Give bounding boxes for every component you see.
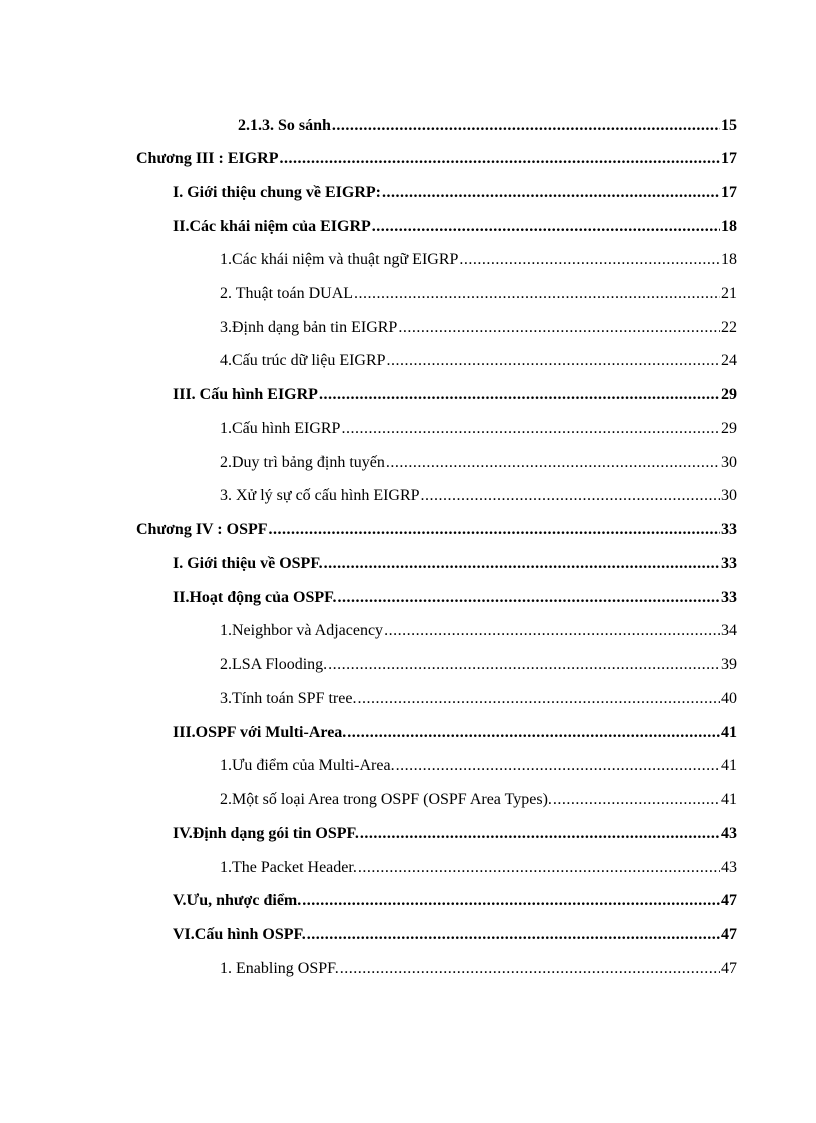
toc-dot-leader	[396, 755, 720, 777]
toc-section[interactable]	[173, 182, 737, 204]
toc-dot-leader	[386, 452, 720, 474]
toc-entry-page: 33	[721, 555, 737, 572]
toc-entry-title: 1.Ưu điểm của Multi-Area.	[220, 757, 395, 774]
toc-dot-leader	[341, 418, 720, 440]
toc-item[interactable]	[220, 789, 737, 811]
toc-dot-leader	[280, 148, 721, 170]
toc-entry-title: I. Giới thiệu về OSPF.	[173, 555, 323, 572]
toc-item[interactable]	[220, 249, 737, 271]
toc-entry-page: 33	[721, 589, 737, 606]
toc-entry-page: 41	[721, 757, 737, 774]
toc-entry-page: 39	[721, 656, 737, 673]
toc-dot-leader	[372, 216, 720, 238]
toc-entry-page: 43	[721, 825, 737, 842]
toc-entry-title: Chương III : EIGRP	[136, 150, 279, 167]
toc-entry-page: 24	[721, 352, 737, 369]
toc-entry-page: 41	[721, 724, 737, 741]
toc-dot-leader	[347, 722, 720, 744]
toc-dot-leader	[358, 857, 720, 879]
toc-entry-page: 47	[721, 892, 737, 909]
toc-dot-leader	[269, 519, 720, 541]
toc-entry[interactable]	[238, 115, 737, 137]
toc-entry-page: 43	[721, 859, 737, 876]
toc-dot-leader	[354, 283, 720, 305]
toc-dot-leader	[332, 115, 720, 137]
toc-entry-page: 33	[721, 521, 737, 538]
toc-entry-page: 22	[721, 319, 737, 336]
toc-dot-leader	[307, 924, 720, 946]
toc-entry-page: 17	[721, 150, 737, 167]
toc-entry-title: II.Hoạt động của OSPF.	[173, 589, 337, 606]
toc-entry-title: 2.Duy trì bảng định tuyến	[220, 454, 385, 471]
toc-dot-leader	[459, 249, 720, 271]
toc-dot-leader	[302, 890, 720, 912]
toc-dot-leader	[398, 317, 720, 339]
toc-chapter[interactable]	[136, 519, 737, 541]
toc-item[interactable]	[220, 418, 737, 440]
toc-section[interactable]	[173, 384, 737, 406]
toc-entry-title: 1.The Packet Header.	[220, 859, 357, 876]
toc-dot-leader	[324, 553, 720, 575]
toc-entry-page: 29	[721, 420, 737, 437]
toc-item[interactable]	[220, 857, 737, 879]
toc-dot-leader	[382, 182, 720, 204]
toc-entry-page: 30	[721, 454, 737, 471]
toc-entry-title: 1.Các khái niệm và thuật ngữ EIGRP	[220, 251, 459, 268]
toc-entry-title: 4.Cấu trúc dữ liệu EIGRP	[220, 352, 386, 369]
toc-entry-title: II.Các khái niệm của EIGRP	[173, 218, 371, 235]
toc-item[interactable]	[220, 688, 737, 710]
toc-entry-page: 17	[721, 184, 737, 201]
toc-entry-page: 21	[721, 285, 737, 302]
toc-dot-leader	[553, 789, 720, 811]
toc-item[interactable]	[220, 485, 737, 507]
toc-dot-leader	[384, 620, 720, 642]
toc-entry-title: VI.Cấu hình OSPF.	[173, 926, 306, 943]
toc-dot-leader	[357, 688, 720, 710]
toc-entry-title: 1.Neighbor và Adjacency	[220, 622, 384, 639]
toc-dot-leader	[340, 958, 720, 980]
toc-entry-title: 1.Cấu hình EIGRP	[220, 420, 341, 437]
toc-item[interactable]	[220, 350, 737, 372]
toc-section[interactable]	[173, 722, 737, 744]
toc-entry-page: 34	[721, 622, 737, 639]
toc-chapter[interactable]	[136, 148, 737, 170]
toc-item[interactable]	[220, 317, 737, 339]
toc-entry-page: 41	[721, 791, 737, 808]
toc-entry-title: 2.LSA Flooding.	[220, 656, 328, 673]
toc-section[interactable]	[173, 587, 737, 609]
toc-item[interactable]	[220, 958, 737, 980]
toc-dot-leader	[337, 587, 720, 609]
toc-entry-page: 29	[721, 386, 737, 403]
toc-entry-title: III.OSPF với Multi-Area.	[173, 724, 347, 741]
toc-dot-leader	[421, 485, 720, 507]
toc-section[interactable]	[173, 823, 737, 845]
toc-section[interactable]	[173, 216, 737, 238]
toc-entry-page: 15	[721, 117, 737, 134]
toc-entry-title: Chương IV : OSPF	[136, 521, 268, 538]
toc-entry-title: III. Cấu hình EIGRP	[173, 386, 318, 403]
toc-entry-title: 2.Một số loại Area trong OSPF (OSPF Area Types).	[220, 791, 552, 808]
toc-item[interactable]	[220, 620, 737, 642]
toc-entry-title: IV.Định dạng gói tin OSPF.	[173, 825, 359, 842]
toc-entry-title: 3.Tính toán SPF tree.	[220, 690, 357, 707]
toc-dot-leader	[328, 654, 720, 676]
toc-entry-page: 18	[721, 251, 737, 268]
toc-entry-page: 47	[721, 926, 737, 943]
toc-entry-page: 47	[721, 960, 737, 977]
toc-entry-page: 18	[721, 218, 737, 235]
toc-entry-title: V.Ưu, nhược điểm.	[173, 892, 302, 909]
toc-dot-leader	[360, 823, 720, 845]
toc-dot-leader	[319, 384, 720, 406]
toc-entry-page: 40	[721, 690, 737, 707]
toc-entry-title: I. Giới thiệu chung về EIGRP:	[173, 184, 381, 201]
toc-entry-title: 2. Thuật toán DUAL	[220, 285, 354, 302]
toc-section[interactable]	[173, 553, 737, 575]
toc-entry-title: 3.Định dạng bản tin EIGRP	[220, 319, 398, 336]
toc-item[interactable]	[220, 452, 737, 474]
toc-entry-title: 2.1.3. So sánh	[238, 117, 331, 134]
toc-dot-leader	[387, 350, 720, 372]
toc-item[interactable]	[220, 755, 737, 777]
toc-entry-page: 30	[721, 487, 737, 504]
toc-section[interactable]	[173, 924, 737, 946]
toc-item[interactable]	[220, 654, 737, 676]
toc-item[interactable]	[220, 283, 737, 305]
toc-section[interactable]	[173, 890, 737, 912]
toc-entry-title: 1. Enabling OSPF.	[220, 960, 339, 977]
toc-entry-title: 3. Xử lý sự cố cấu hình EIGRP	[220, 487, 420, 504]
